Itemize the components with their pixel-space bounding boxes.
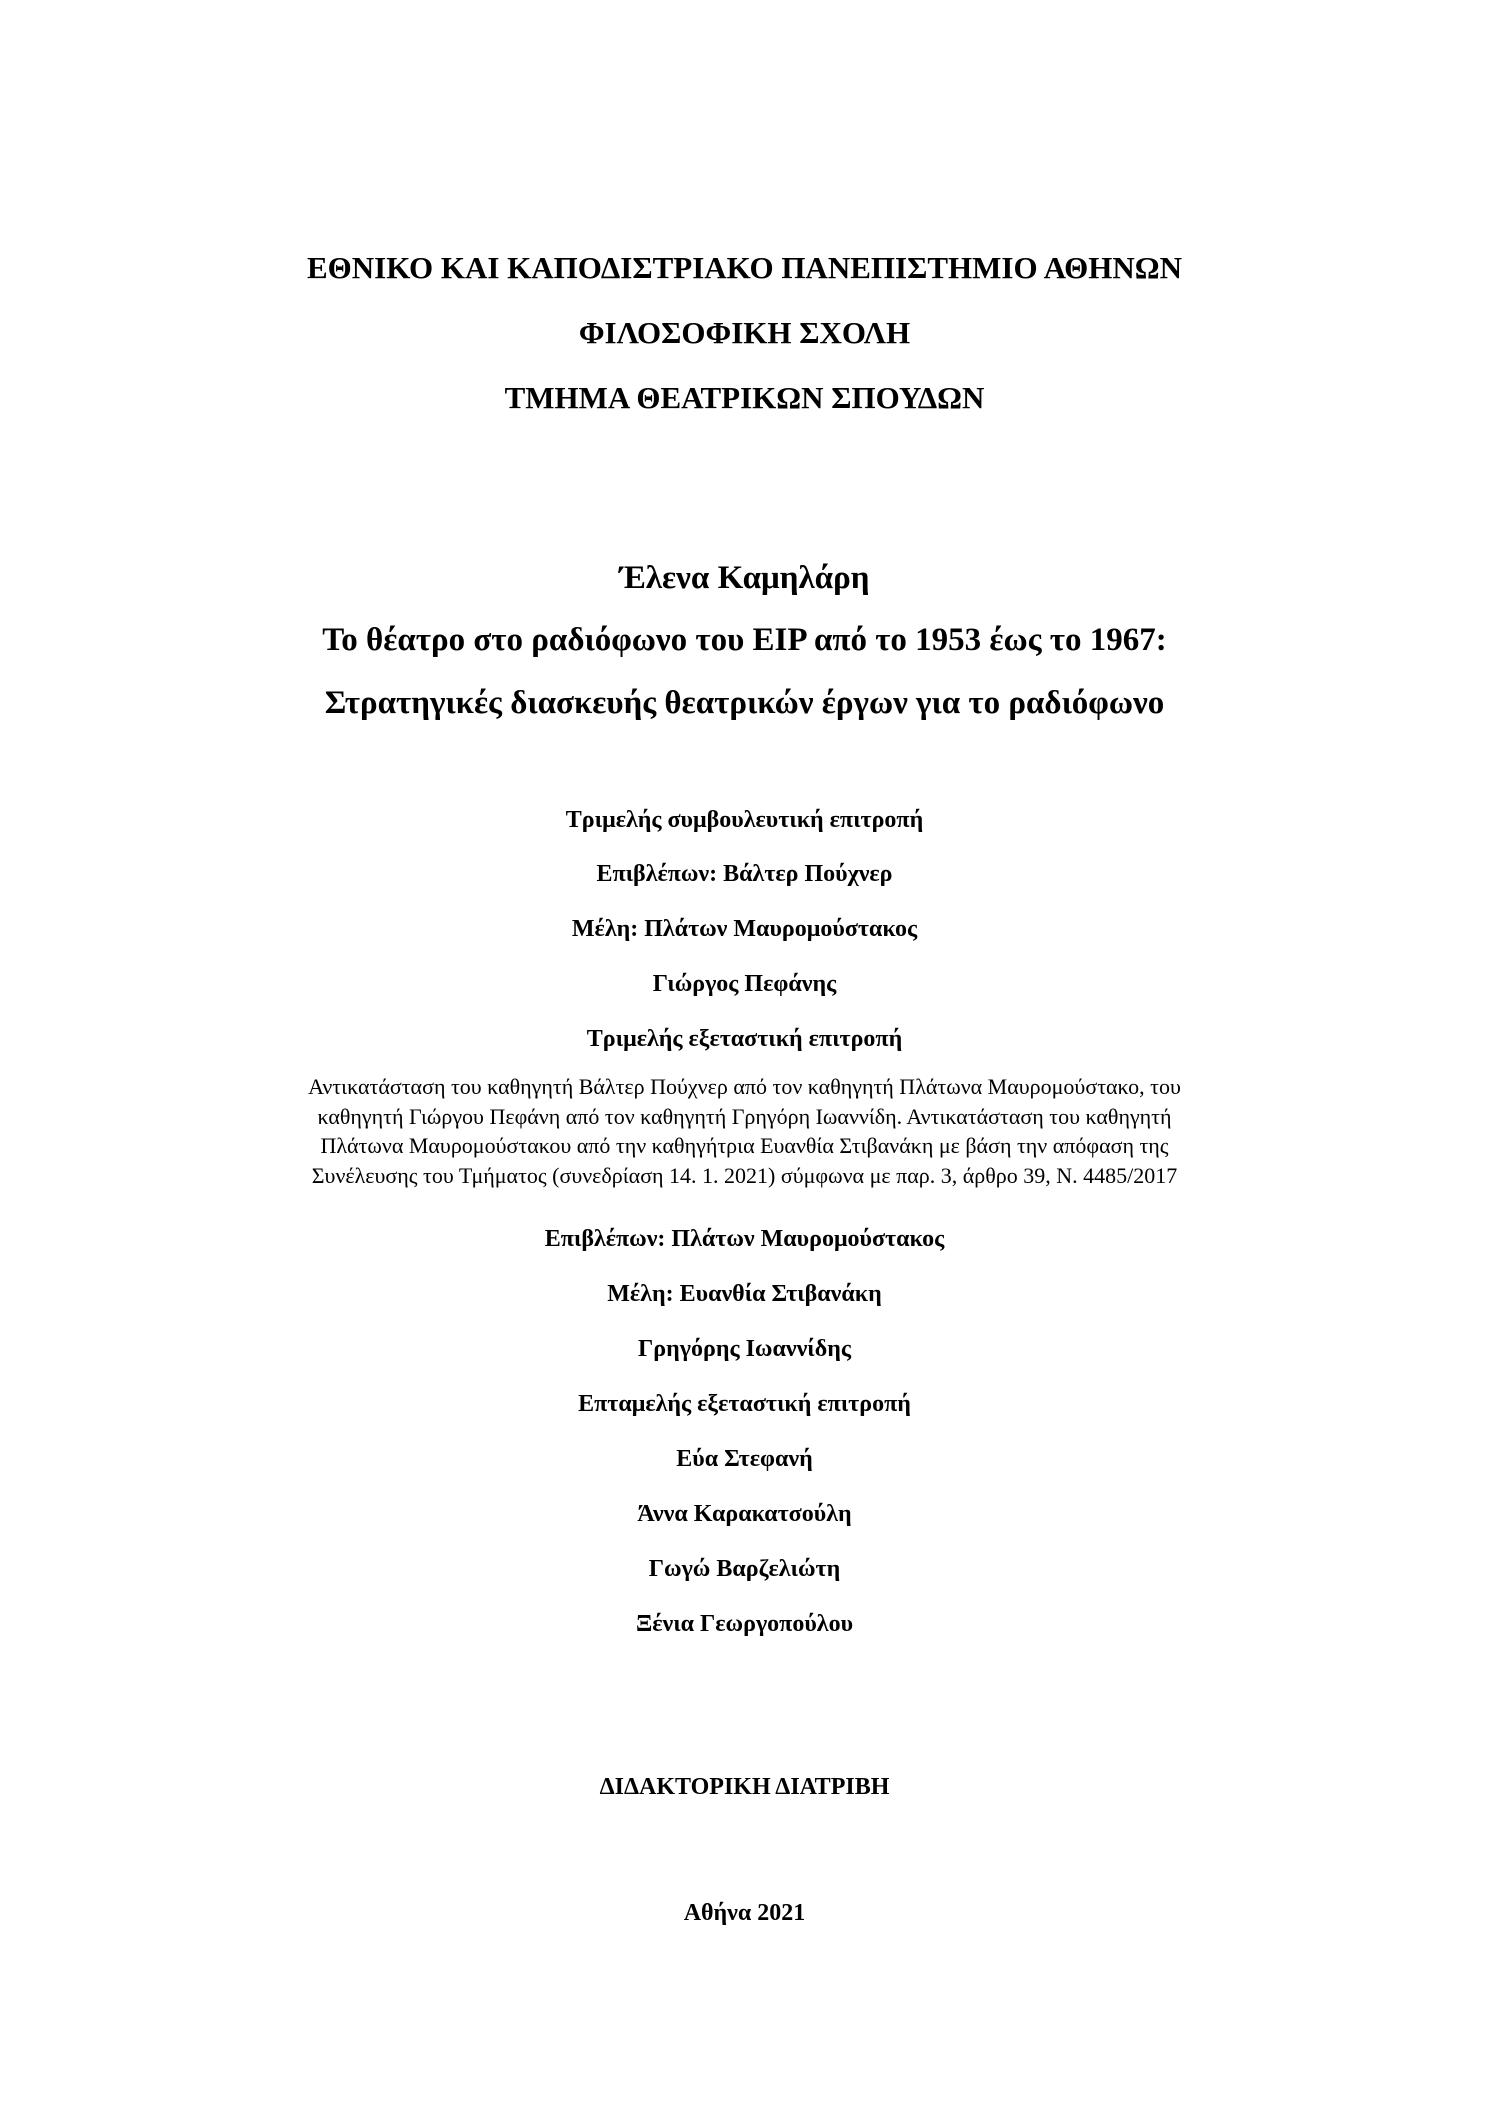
thesis-title-line-2: Στρατηγικές διασκευής θεατρικών έργων για το ραδιόφωνο [324,685,1165,721]
replacement-note-line-2: καθηγητή Γιώργου Πεφάνη από τον καθηγητή Γρηγόρη Ιωαννίδη. Αντικατάσταση του καθηγητή [317,1103,1172,1129]
school-name: ΦΙΛΟΣΟΦΙΚΗ ΣΧΟΛΗ [578,315,911,350]
exam-supervisor: Επιβλέπων: Πλάτων Μαυρομούστακος [544,1226,945,1252]
advisory-members-line-1: Μέλη: Πλάτων Μαυρομούστακος [571,916,918,942]
place-and-year: Αθήνα 2021 [683,1900,806,1926]
exam-committee-7-heading: Επταμελής εξεταστική επιτροπή [578,1391,911,1417]
exam-committee-7-member-3: Γωγώ Βαρζελιώτη [648,1556,841,1582]
replacement-note-line-1: Αντικατάσταση του καθηγητή Βάλτερ Πούχνερ από τον καθηγητή Πλάτωνα Μαυρομούστακο, του [308,1074,1181,1099]
department-name: ΤΜΗΜΑ ΘΕΑΤΡΙΚΩΝ ΣΠΟΥΔΩΝ [504,380,985,415]
replacement-note [225,1072,1264,1190]
exam-committee-3-heading: Τριμελής εξεταστική επιτροπή [586,1026,903,1052]
advisory-supervisor: Επιβλέπων: Βάλτερ Πούχνερ [596,861,893,887]
advisory-committee-heading: Τριμελής συμβουλευτική επιτροπή [565,807,924,833]
advisory-members-line-2: Γιώργος Πεφάνης [652,971,837,997]
university-name: ΕΘΝΙΚΟ ΚΑΙ ΚΑΠΟΔΙΣΤΡΙΑΚΟ ΠΑΝΕΠΙΣΤΗΜΙΟ ΑΘΗΝΩΝ [306,250,1183,285]
exam-committee-7-member-2: Άννα Καρακατσούλη [637,1501,852,1527]
thesis-title-line-1: Το θέατρο στο ραδιόφωνο του ΕΙΡ από το 1953 έως το 1967: [322,622,1167,658]
replacement-note-line-3: Πλάτωνα Μαυρομούστακου από την καθηγήτρια Ευανθία Στιβανάκη με βάση την απόφαση της [320,1133,1169,1158]
exam-members-line-1: Μέλη: Ευανθία Στιβανάκη [607,1281,882,1307]
replacement-note-line-4: Συνέλευσης του Τμήματος (συνεδρίαση 14. 1. 2021) σύμφωνα με παρ. 3, άρθρο 39, Ν. 4485/2017 [311,1162,1178,1188]
exam-members-line-2: Γρηγόρης Ιωαννίδης [638,1336,851,1362]
exam-committee-7-member-1: Εύα Στεφανή [676,1446,813,1472]
exam-committee-7-member-4: Ξένια Γεωργοπούλου [635,1611,854,1637]
author-name: Έλενα Καμηλάρη [619,560,870,596]
document-type: ΔΙΔΑΚΤΟΡΙΚΗ ΔΙΑΤΡΙΒΗ [599,1774,890,1800]
